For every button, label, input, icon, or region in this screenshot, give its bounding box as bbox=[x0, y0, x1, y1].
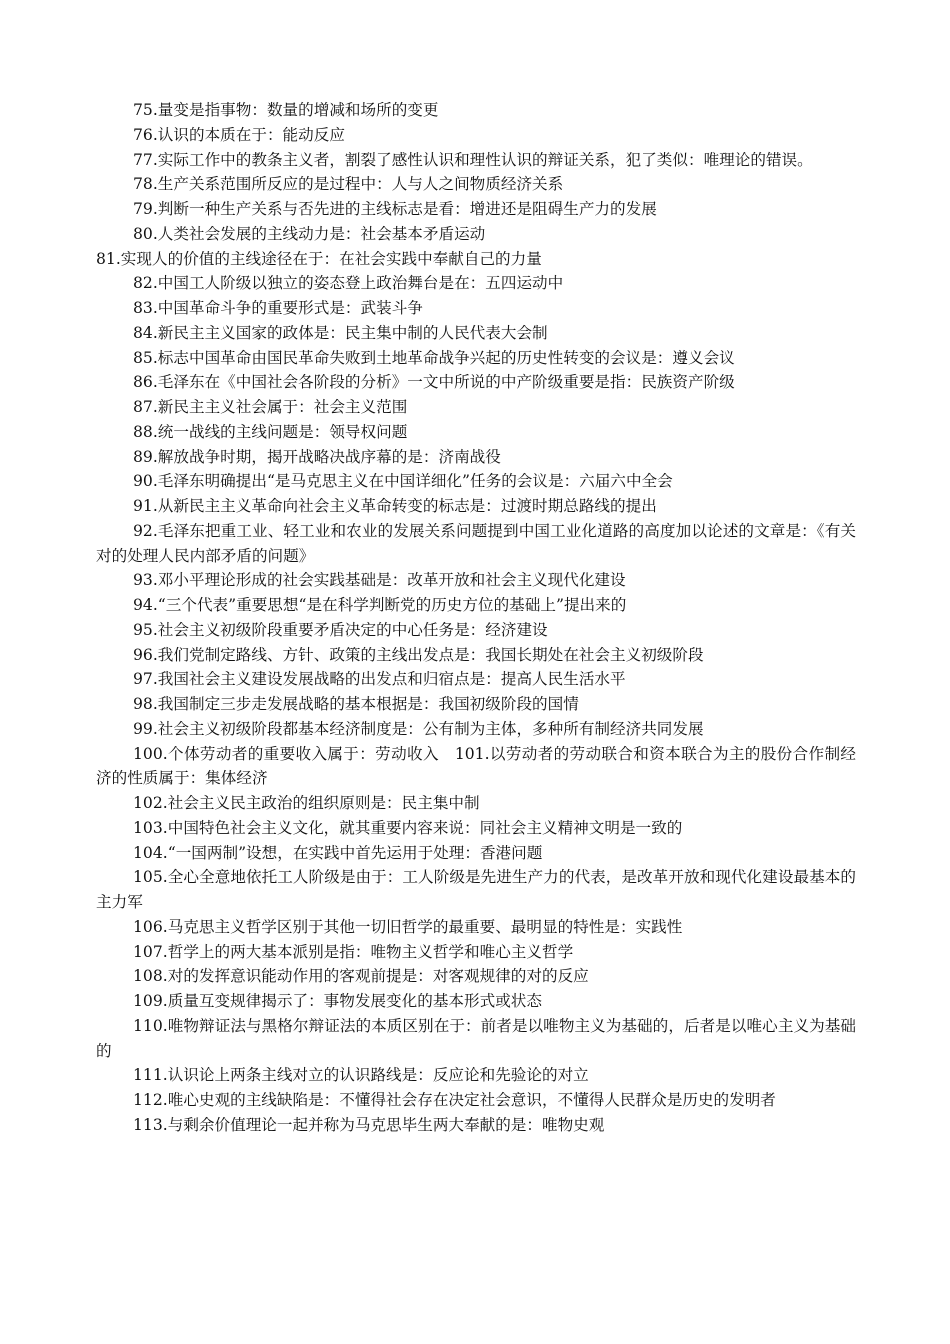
list-item: 77.实际工作中的教条主义者，割裂了感性认识和理性认识的辩证关系，犯了类似：唯理论的错误。 bbox=[133, 150, 813, 169]
list-item: 107.哲学上的两大基本派别是指：唯物主义哲学和唯心主义哲学 bbox=[133, 942, 574, 961]
list-item: 104.“一国两制”设想，在实践中首先运用于处理：香港问题 bbox=[133, 843, 543, 862]
list-item: 95.社会主义初级阶段重要矛盾决定的中心任务是：经济建设 bbox=[133, 620, 548, 639]
list-item: 91.从新民主主义革命向社会主义革命转变的标志是：过渡时期总路线的提出 bbox=[133, 497, 657, 515]
list-item: 110.唯物辩证法与黑格尔辩证法的本质区别在于：前者是以唯物主义为基础的，后者是以唯心主义为基础的 bbox=[96, 1016, 856, 1060]
list-item: 102.社会主义民主政治的组织原则是：民主集中制 bbox=[133, 794, 480, 812]
list-item: 111.认识论上两条主线对立的认识路线是：反应论和先验论的对立 bbox=[133, 1066, 589, 1085]
list-item: 106.马克思主义哲学区别于其他一切旧哲学的最重要、最明显的特性是：实践性 bbox=[133, 917, 683, 936]
list-item: 99.社会主义初级阶段都基本经济制度是：公有制为主体，多种所有制经济共同发展 bbox=[133, 719, 704, 738]
list-item: 87.新民主主义社会属于：社会主义范围 bbox=[133, 398, 408, 416]
list-item: 94.“三个代表”重要思想“是在科学判断党的历史方位的基础上”提出来的 bbox=[133, 596, 627, 614]
list-item: 80.人类社会发展的主线动力是：社会基本矛盾运动 bbox=[133, 224, 486, 243]
list-item: 108.对的发挥意识能动作用的客观前提是：对客观规律的对的反应 bbox=[133, 967, 589, 986]
list-item: 82.中国工人阶级以独立的姿态登上政治舞台是在：五四运动中 bbox=[133, 274, 564, 293]
list-item: 84.新民主主义国家的政体是：民主集中制的人民代表大会制 bbox=[133, 323, 548, 342]
list-item: 86.毛泽东在《中国社会各阶段的分析》一文中所说的中产阶级重要是指：民族资产阶级 bbox=[133, 373, 735, 392]
list-item: 112.唯心史观的主线缺陷是：不懂得社会存在决定社会意识，不懂得人民群众是历史的发明者 bbox=[133, 1091, 776, 1109]
list-item: 93.邓小平理论形成的社会实践基础是：改革开放和社会主义现代化建设 bbox=[133, 571, 626, 590]
list-item: 100.个体劳动者的重要收入属于：劳动收入 101.以劳动者的劳动联合和资本联合为主的股份合作制经济的性质属于：集体经济 bbox=[96, 744, 856, 788]
list-item: 92.毛泽东把重工业、轻工业和农业的发展关系问题提到中国工业化道路的高度加以论述的文章是：《有关对的处理人民内部矛盾的问题》 bbox=[96, 521, 856, 565]
list-item: 78.生产关系范围所反应的是过程中：人与人之间物质经济关系 bbox=[133, 175, 564, 194]
list-item: 113.与剩余价值理论一起并称为马克思毕生两大奉献的是：唯物史观 bbox=[133, 1115, 605, 1134]
list-item: 81.实现人的价值的主线途径在于：在社会实践中奉献自己的力量 bbox=[96, 249, 542, 268]
list-item: 89.解放战争时期，揭开战略决战序幕的是：济南战役 bbox=[133, 447, 501, 466]
list-item: 98.我国制定三步走发展战略的基本根据是：我国初级阶段的国情 bbox=[133, 695, 579, 713]
list-item: 75.量变是指事物：数量的增减和场所的变更 bbox=[133, 101, 439, 119]
list-item: 79.判断一种生产关系与否先进的主线标志是看：增进还是阻碍生产力的发展 bbox=[133, 200, 657, 218]
list-item: 103.中国特色社会主义文化，就其重要内容来说：同社会主义精神文明是一致的 bbox=[133, 818, 683, 837]
list-item: 90.毛泽东明确提出“是马克思主义在中国详细化”任务的会议是：六届六中全会 bbox=[133, 472, 673, 491]
list-item: 105.全心全意地依托工人阶级是由于：工人阶级是先进生产力的代表，是改革开放和现代化建设最基本的主力军 bbox=[96, 868, 856, 911]
list-item: 97.我国社会主义建设发展战略的出发点和归宿点是：提高人民生活水平 bbox=[133, 670, 626, 689]
list-item: 85.标志中国革命由国民革命失败到土地革命战争兴起的历史性转变的会议是：遵义会议 bbox=[133, 348, 735, 367]
document-page bbox=[96, 98, 856, 1138]
list-item: 83.中国革命斗争的重要形式是：武装斗争 bbox=[133, 299, 423, 317]
list-item: 76.认识的本质在于：能动反应 bbox=[133, 125, 345, 144]
list-item: 88.统一战线的主线问题是：领导权问题 bbox=[133, 422, 408, 441]
list-item: 109.质量互变规律揭示了：事物发展变化的基本形式或状态 bbox=[133, 992, 542, 1010]
list-item: 96.我们党制定路线、方针、政策的主线出发点是：我国长期处在社会主义初级阶段 bbox=[133, 645, 704, 664]
